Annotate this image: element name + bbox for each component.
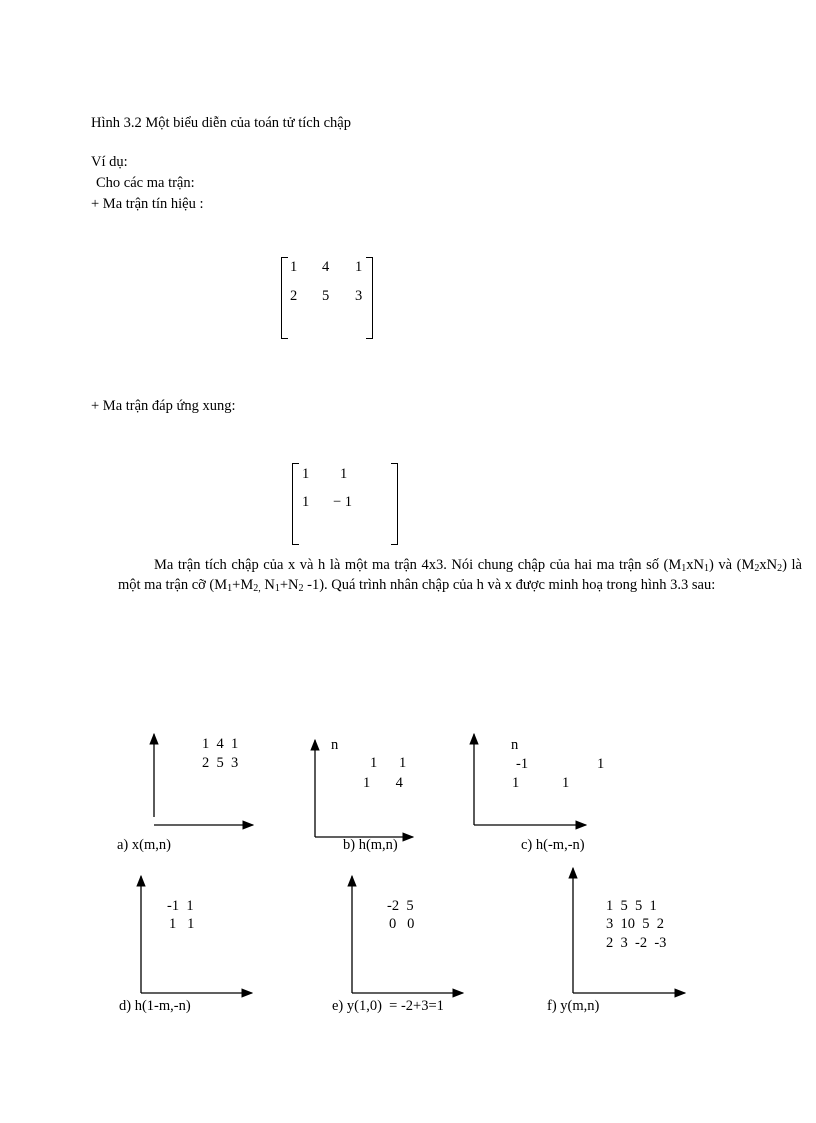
- signal-cell: 1: [290, 259, 298, 275]
- figure-caption-3-2: Hình 3.2 Một biểu diễn của toán tử tích chập: [91, 115, 351, 131]
- impulse-cell: − 1: [333, 494, 353, 510]
- plot-f-row-2: 3 10 5 2: [606, 916, 664, 932]
- plot-c-cell: 1: [512, 775, 520, 791]
- signal-cell: 1: [355, 259, 363, 275]
- plot-b-row-2: 1 4: [363, 775, 403, 791]
- signal-cell: 5: [322, 288, 330, 304]
- signal-cell: 4: [322, 259, 330, 275]
- signal-cell: 2: [290, 288, 298, 304]
- convolution-paragraph: Ma trận tích chập của x và h là một ma trận 4x3. Nói chung chập của hai ma trận số $(M_1xN_1)$ và $(M_2xN_2)$ là một ma trận cỡ ($M_1+M_{2,}$ $N_1+N_2$ -1). Quá trình nhân chập của h và x được minh hoạ trong hình 3.3 sau:: [118, 557, 802, 594]
- plot-c-cell: -1: [516, 756, 529, 772]
- signal-matrix-label: + Ma trận tín hiệu :: [91, 196, 204, 212]
- impulse-matrix-label: + Ma trận đáp ứng xung:: [91, 398, 236, 414]
- plot-a-row-1: 1 4 1: [202, 736, 239, 752]
- plot-d-caption: d) h(1-m,-n): [119, 998, 191, 1014]
- plot-d-row-2: 1 1: [169, 916, 195, 932]
- impulse-cell: 1: [340, 466, 348, 482]
- signal-cell: 3: [355, 288, 363, 304]
- plot-c-caption: c) h(-m,-n): [521, 837, 585, 853]
- plot-c-cell: 1: [562, 775, 570, 791]
- given-text: Cho các ma trận:: [96, 175, 195, 191]
- example-label: Ví dụ:: [91, 154, 128, 170]
- plot-e-row-2: 0 0: [389, 916, 415, 932]
- plot-f-row-1: 1 5 5 1: [606, 898, 657, 914]
- plot-c-n-label: n: [511, 737, 519, 753]
- impulse-cell: 1: [302, 494, 310, 510]
- plot-f-caption: f) y(m,n): [547, 998, 600, 1014]
- plot-b-caption: b) h(m,n): [343, 837, 398, 853]
- plot-b-row-1: 1 1: [370, 755, 407, 771]
- impulse-cell: 1: [302, 466, 310, 482]
- plot-e-row-1: -2 5: [387, 898, 414, 914]
- plot-a-caption: a) x(m,n): [117, 837, 171, 853]
- plot-f-row-3: 2 3 -2 -3: [606, 935, 667, 951]
- plot-e-caption: e) y(1,0) = -2+3=1: [332, 998, 444, 1014]
- plot-d-row-1: -1 1: [167, 898, 194, 914]
- plot-a-row-2: 2 5 3: [202, 755, 239, 771]
- plot-c-cell: 1: [597, 756, 605, 772]
- plot-b-n-label: n: [331, 737, 339, 753]
